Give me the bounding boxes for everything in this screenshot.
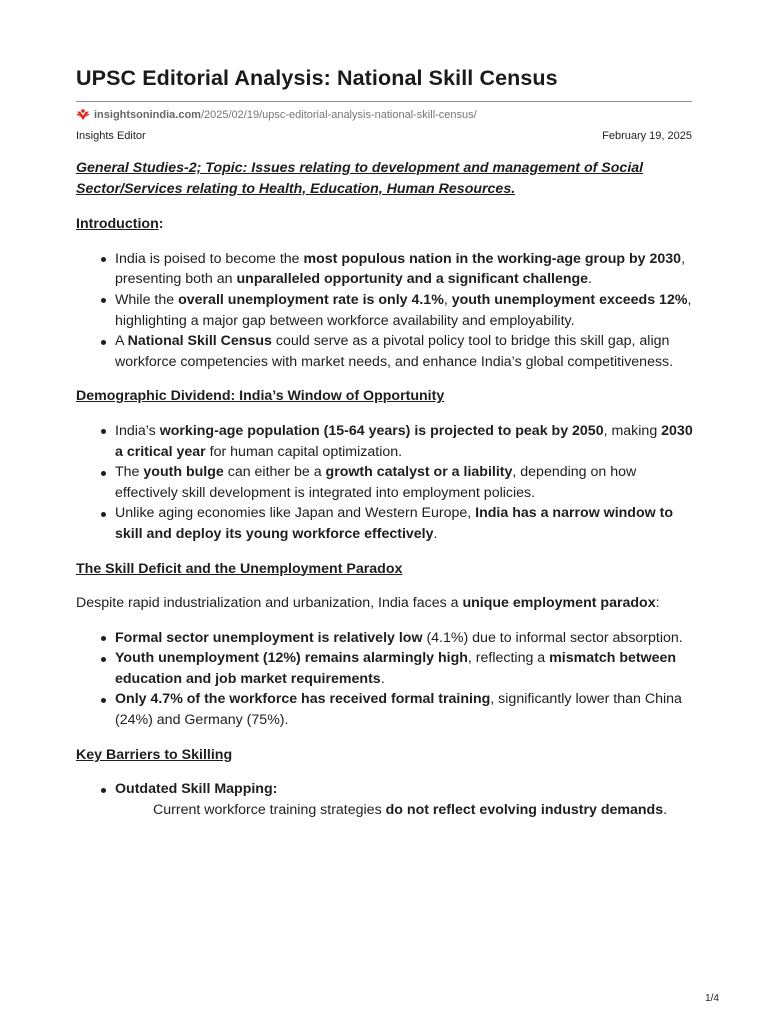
- list-item: While the overall unemployment rate is only 4.1%, youth unemployment exceeds 12%, highlighting a major gap between workforce availability and employability.: [76, 290, 696, 331]
- topic-line: General Studies-2; Topic: Issues relating to development and management of Social Sector/Services relating to Health, Education, Human Resources.: [76, 160, 644, 197]
- section-heading-skill-deficit: The Skill Deficit and the Unemployment Paradox: [76, 560, 403, 577]
- list-item: India is poised to become the most populous nation in the working-age group by 2030, presenting both an unparalleled opportunity and a significant challenge.: [76, 249, 696, 290]
- barrier-description: Current workforce training strategies do not reflect evolving industry demands.: [153, 801, 668, 818]
- list-item: Formal sector unemployment is relatively low (4.1%) due to informal sector absorption.: [76, 628, 696, 649]
- list-item: Only 4.7% of the workforce has received formal training, significantly lower than China (24%) and Germany (75%).: [76, 689, 696, 730]
- publish-date: February 19, 2025: [602, 130, 692, 142]
- page-number: 1/4: [705, 993, 719, 1004]
- list-item: Youth unemployment (12%) remains alarmingly high, reflecting a mismatch between education and job market requirements.: [76, 648, 696, 689]
- section-heading-demographic-dividend: Demographic Dividend: India’s Window of Opportunity: [76, 388, 445, 405]
- skill-deficit-list: [76, 628, 696, 731]
- article-body: [76, 158, 696, 834]
- source-link[interactable]: [76, 107, 477, 123]
- list-item: India’s working-age population (15-64 years) is projected to peak by 2050, making 2030 a critical year for human capital optimization.: [76, 421, 696, 462]
- article-title: UPSC Editorial Analysis: National Skill Census: [76, 66, 558, 90]
- list-item: Unlike aging economies like Japan and Western Europe, India has a narrow window to skill and deploy its young workforce effectively.: [76, 503, 696, 544]
- demographic-list: [76, 421, 696, 545]
- list-item: A National Skill Census could serve as a pivotal policy tool to bridge this skill gap, align workforce competencies with market needs, and enhance India’s global competitiveness.: [76, 331, 696, 372]
- source-path[interactable]: /2025/02/19/upsc-editorial-analysis-national-skill-census/: [200, 109, 477, 121]
- author: Insights Editor: [76, 130, 146, 142]
- list-item: The youth bulge can either be a growth catalyst or a liability, depending on how effectively skill development is integrated into employment policies.: [76, 462, 696, 503]
- skill-deficit-paragraph: Despite rapid industrialization and urbanization, India faces a unique employment paradox:: [76, 595, 660, 612]
- section-heading-key-barriers: Key Barriers to Skilling: [76, 746, 233, 763]
- list-item: Outdated Skill Mapping: Current workforce training strategies do not reflect evolving industry demands.: [76, 779, 696, 820]
- title-divider: [76, 101, 692, 102]
- insights-logo-icon: [76, 109, 90, 121]
- section-heading-introduction: Introduction:: [76, 216, 164, 233]
- source-domain[interactable]: insightsonindia.com: [94, 109, 201, 121]
- key-barriers-list: [76, 779, 696, 820]
- introduction-list: [76, 249, 696, 373]
